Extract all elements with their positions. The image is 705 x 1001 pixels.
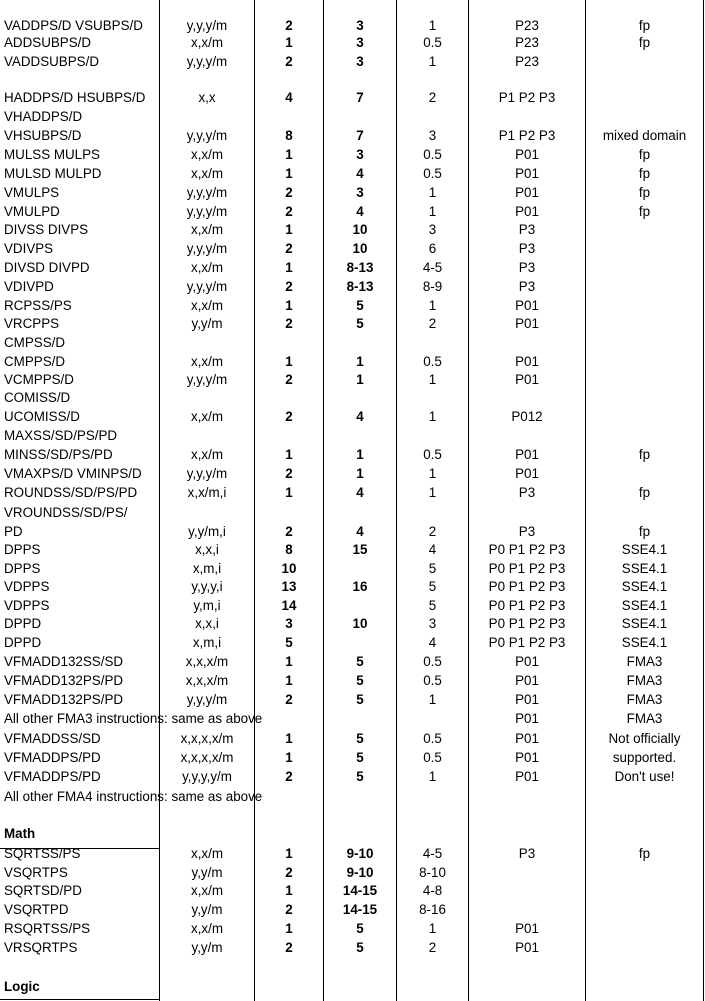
instruction-name: VMULPD bbox=[4, 204, 60, 219]
port-cell: P01 bbox=[515, 769, 539, 784]
uops-cell: 2 bbox=[285, 409, 293, 424]
rt-cell: 1 bbox=[428, 54, 437, 69]
rt-cell: 0.5 bbox=[423, 750, 442, 765]
port-cell: P0 P1 P2 P3 bbox=[488, 635, 566, 650]
rt-cell: 8-9 bbox=[422, 279, 443, 294]
note-cell: SSE4.1 bbox=[621, 635, 668, 650]
lat-cell: 8-13 bbox=[346, 260, 374, 275]
rt-cell: 8-16 bbox=[419, 902, 446, 917]
instruction-name: VFMADD132PS/PD bbox=[4, 692, 124, 707]
ops-cell: y,y,y/m bbox=[186, 372, 228, 387]
instruction-name: DPPS bbox=[4, 542, 41, 557]
lat-cell: 15 bbox=[352, 542, 368, 557]
port-cell: P01 bbox=[515, 731, 539, 746]
uops-cell: 8 bbox=[285, 542, 293, 557]
lat-cell: 5 bbox=[356, 692, 364, 707]
rt-cell: 1 bbox=[428, 204, 437, 219]
section-underline bbox=[0, 999, 160, 1000]
lat-cell: 5 bbox=[356, 750, 364, 765]
rt-cell: 5 bbox=[428, 598, 437, 613]
rt-cell: 0.5 bbox=[423, 35, 442, 50]
column-divider bbox=[703, 0, 704, 1001]
uops-cell: 14 bbox=[281, 598, 297, 613]
rt-cell: 3 bbox=[428, 222, 437, 237]
rt-cell: 2 bbox=[428, 940, 437, 955]
note-cell: supported. bbox=[612, 750, 677, 765]
lat-cell: 3 bbox=[356, 185, 364, 200]
instruction-name: DPPD bbox=[4, 635, 42, 650]
ops-cell: x,x/m bbox=[191, 166, 223, 181]
port-cell: P1 P2 P3 bbox=[498, 128, 556, 143]
lat-cell: 4 bbox=[356, 485, 364, 500]
instruction-name: MULSS MULPS bbox=[4, 147, 100, 162]
lat-cell: 5 bbox=[356, 316, 364, 331]
instruction-name: MULSD MULPD bbox=[4, 166, 102, 181]
lat-cell: 5 bbox=[356, 673, 364, 688]
note-cell: fp bbox=[638, 204, 651, 219]
ops-cell: x,x/m bbox=[191, 921, 223, 936]
uops-cell: 1 bbox=[285, 222, 293, 237]
instruction-name: VDPPS bbox=[4, 579, 50, 594]
rt-cell: 2 bbox=[428, 90, 437, 105]
instruction-name: MAXSS/SD/PS/PD bbox=[4, 428, 118, 443]
instruction-name: VRSQRTPS bbox=[4, 940, 78, 955]
note-cell: SSE4.1 bbox=[621, 561, 668, 576]
port-cell: P01 bbox=[515, 673, 539, 688]
note-cell: fp bbox=[638, 166, 651, 181]
uops-cell: 3 bbox=[285, 616, 293, 631]
section-heading: Logic bbox=[4, 979, 40, 994]
port-cell: P01 bbox=[515, 692, 539, 707]
instruction-name: VFMADDPS/PD bbox=[4, 769, 101, 784]
uops-cell: 1 bbox=[285, 673, 293, 688]
uops-cell: 2 bbox=[285, 466, 293, 481]
uops-cell: 1 bbox=[285, 654, 293, 669]
port-cell: P0 P1 P2 P3 bbox=[488, 579, 566, 594]
table-span-note: All other FMA4 instructions: same as above bbox=[4, 789, 263, 804]
table-span-note: All other FMA3 instructions: same as above bbox=[4, 711, 263, 726]
lat-cell: 14-15 bbox=[342, 883, 378, 898]
uops-cell: 2 bbox=[285, 769, 293, 784]
port-cell: P01 bbox=[515, 750, 539, 765]
ops-cell: y,y,y/m bbox=[186, 466, 228, 481]
uops-cell: 1 bbox=[285, 354, 293, 369]
lat-cell: 5 bbox=[356, 731, 364, 746]
lat-cell: 16 bbox=[352, 579, 368, 594]
lat-cell: 1 bbox=[356, 354, 364, 369]
ops-cell: y,y,y/m bbox=[186, 692, 228, 707]
uops-cell: 1 bbox=[285, 447, 293, 462]
lat-cell: 1 bbox=[356, 466, 364, 481]
port-cell: P3 bbox=[518, 222, 536, 237]
rt-cell: 4 bbox=[428, 635, 437, 650]
lat-cell: 5 bbox=[356, 769, 364, 784]
rt-cell: 1 bbox=[428, 18, 437, 33]
lat-cell: 9-10 bbox=[346, 865, 374, 880]
port-cell: P3 bbox=[518, 485, 536, 500]
lat-cell: 7 bbox=[356, 128, 364, 143]
instruction-name: VDIVPD bbox=[4, 279, 54, 294]
ops-cell: x,x/m bbox=[191, 147, 223, 162]
uops-cell: 2 bbox=[285, 372, 293, 387]
instruction-name: DPPD bbox=[4, 616, 42, 631]
uops-cell: 2 bbox=[285, 524, 293, 539]
port-cell: P23 bbox=[515, 18, 539, 33]
ops-cell: x,x/m bbox=[191, 883, 223, 898]
rt-cell: 5 bbox=[428, 561, 437, 576]
rt-cell: 1 bbox=[428, 485, 437, 500]
ops-cell: y,y,y/m bbox=[186, 18, 228, 33]
rt-cell: 2 bbox=[428, 524, 437, 539]
uops-cell: 1 bbox=[285, 883, 293, 898]
uops-cell: 2 bbox=[285, 241, 293, 256]
uops-cell: 1 bbox=[285, 147, 293, 162]
rt-cell: 1 bbox=[428, 692, 437, 707]
lat-cell: 9-10 bbox=[346, 846, 374, 861]
port-cell: P01 bbox=[515, 147, 539, 162]
ops-cell: x,x bbox=[198, 90, 216, 105]
ops-cell: x,m,i bbox=[192, 561, 222, 576]
ops-cell: x,x/m bbox=[191, 447, 223, 462]
rt-cell: 1 bbox=[428, 769, 437, 784]
instruction-name: MINSS/SD/PS/PD bbox=[4, 447, 113, 462]
lat-cell: 8-13 bbox=[346, 279, 374, 294]
ops-cell: y,m,i bbox=[193, 598, 221, 613]
lat-cell: 3 bbox=[356, 18, 364, 33]
instruction-name: VSQRTPD bbox=[4, 902, 69, 917]
lat-cell: 4 bbox=[356, 409, 364, 424]
instruction-name: PD bbox=[4, 524, 23, 539]
lat-cell: 4 bbox=[356, 524, 364, 539]
rt-cell: 5 bbox=[428, 579, 437, 594]
rt-cell: 3 bbox=[428, 616, 437, 631]
note-cell: FMA3 bbox=[626, 711, 663, 726]
note-cell: SSE4.1 bbox=[621, 579, 668, 594]
port-cell: P01 bbox=[515, 354, 539, 369]
instruction-name: ROUNDSS/SD/PS/PD bbox=[4, 485, 138, 500]
port-cell: P3 bbox=[518, 260, 536, 275]
port-cell: P01 bbox=[515, 654, 539, 669]
uops-cell: 1 bbox=[285, 298, 293, 313]
uops-cell: 8 bbox=[285, 128, 293, 143]
section-heading: Math bbox=[4, 826, 36, 841]
uops-cell: 2 bbox=[285, 18, 293, 33]
rt-cell: 1 bbox=[428, 409, 437, 424]
rt-cell: 1 bbox=[428, 466, 437, 481]
port-cell: P0 P1 P2 P3 bbox=[488, 561, 566, 576]
lat-cell: 5 bbox=[356, 940, 364, 955]
port-cell: P3 bbox=[518, 846, 536, 861]
instruction-name: RCPSS/PS bbox=[4, 298, 72, 313]
ops-cell: x,x/m bbox=[191, 298, 223, 313]
uops-cell: 2 bbox=[285, 865, 293, 880]
lat-cell: 3 bbox=[356, 147, 364, 162]
port-cell: P23 bbox=[515, 35, 539, 50]
instruction-name: VMULPS bbox=[4, 185, 60, 200]
uops-cell: 2 bbox=[285, 902, 293, 917]
instruction-name: VFMADD132PS/PD bbox=[4, 673, 124, 688]
uops-cell: 1 bbox=[285, 750, 293, 765]
note-cell: SSE4.1 bbox=[621, 542, 668, 557]
port-cell: P01 bbox=[515, 447, 539, 462]
lat-cell: 5 bbox=[356, 298, 364, 313]
note-cell: mixed domain bbox=[602, 128, 687, 143]
uops-cell: 1 bbox=[285, 35, 293, 50]
note-cell: SSE4.1 bbox=[621, 616, 668, 631]
note-cell: Don't use! bbox=[614, 769, 675, 784]
rt-cell: 0.5 bbox=[423, 673, 442, 688]
ops-cell: x,m,i bbox=[192, 635, 222, 650]
uops-cell: 5 bbox=[285, 635, 293, 650]
lat-cell: 1 bbox=[356, 447, 364, 462]
uops-cell: 2 bbox=[285, 316, 293, 331]
rt-cell: 0.5 bbox=[423, 654, 442, 669]
uops-cell: 1 bbox=[285, 921, 293, 936]
instruction-name: DPPS bbox=[4, 561, 41, 576]
lat-cell: 3 bbox=[356, 35, 364, 50]
instruction-name: VADDPS/D VSUBPS/D bbox=[4, 18, 143, 33]
port-cell: P01 bbox=[515, 711, 539, 726]
instruction-name: SQRTSD/PD bbox=[4, 883, 82, 898]
instruction-name: HADDPS/D HSUBPS/D bbox=[4, 90, 146, 105]
note-cell: fp bbox=[638, 485, 651, 500]
instruction-name: DIVSD DIVPD bbox=[4, 260, 90, 275]
ops-cell: y,y,y/m bbox=[186, 185, 228, 200]
rt-cell: 0.5 bbox=[423, 731, 442, 746]
ops-cell: x,x,x,x/m bbox=[180, 750, 234, 765]
ops-cell: y,y/m,i bbox=[188, 524, 226, 539]
ops-cell: x,x/m bbox=[191, 222, 223, 237]
ops-cell: x,x/m bbox=[191, 846, 223, 861]
uops-cell: 4 bbox=[285, 90, 293, 105]
ops-cell: y,y,y,i bbox=[191, 579, 223, 594]
rt-cell: 0.5 bbox=[423, 147, 442, 162]
uops-cell: 2 bbox=[285, 185, 293, 200]
uops-cell: 2 bbox=[285, 204, 293, 219]
instruction-name: VFMADDPS/PD bbox=[4, 750, 101, 765]
port-cell: P012 bbox=[511, 409, 543, 424]
instruction-name: VHADDPS/D bbox=[4, 109, 83, 124]
port-cell: P01 bbox=[515, 372, 539, 387]
ops-cell: x,x/m,i bbox=[187, 485, 227, 500]
ops-cell: y,y,y,y/m bbox=[182, 769, 232, 784]
lat-cell: 4 bbox=[356, 166, 364, 181]
port-cell: P1 P2 P3 bbox=[498, 90, 556, 105]
port-cell: P01 bbox=[515, 298, 539, 313]
instruction-name: VDPPS bbox=[4, 598, 50, 613]
port-cell: P01 bbox=[515, 316, 539, 331]
port-cell: P01 bbox=[515, 166, 539, 181]
note-cell: FMA3 bbox=[626, 692, 663, 707]
rt-cell: 1 bbox=[428, 921, 437, 936]
port-cell: P3 bbox=[518, 279, 536, 294]
rt-cell: 1 bbox=[428, 372, 437, 387]
port-cell: P3 bbox=[518, 241, 536, 256]
instruction-name: VRCPPS bbox=[4, 316, 60, 331]
instruction-name: SQRTSS/PS bbox=[4, 846, 81, 861]
port-cell: P0 P1 P2 P3 bbox=[488, 542, 566, 557]
uops-cell: 13 bbox=[281, 579, 297, 594]
ops-cell: y,y,y/m bbox=[186, 241, 228, 256]
instruction-name: CMPPS/D bbox=[4, 354, 66, 369]
instruction-name: VSQRTPS bbox=[4, 865, 68, 880]
uops-cell: 1 bbox=[285, 485, 293, 500]
lat-cell: 10 bbox=[352, 616, 368, 631]
lat-cell: 5 bbox=[356, 654, 364, 669]
instruction-name: UCOMISS/D bbox=[4, 409, 80, 424]
instruction-name: ADDSUBPS/D bbox=[4, 35, 92, 50]
instruction-name: VFMADDSS/SD bbox=[4, 731, 101, 746]
rt-cell: 1 bbox=[428, 185, 437, 200]
instruction-name: VCMPPS/D bbox=[4, 372, 74, 387]
ops-cell: x,x,x,x/m bbox=[180, 731, 234, 746]
ops-cell: y,y,y/m bbox=[186, 54, 228, 69]
uops-cell: 1 bbox=[285, 166, 293, 181]
note-cell: fp bbox=[638, 147, 651, 162]
uops-cell: 2 bbox=[285, 940, 293, 955]
ops-cell: x,x/m bbox=[191, 260, 223, 275]
note-cell: Not officially bbox=[608, 731, 681, 746]
note-cell: fp bbox=[638, 35, 651, 50]
lat-cell: 10 bbox=[352, 241, 368, 256]
instruction-name: CMPSS/D bbox=[4, 335, 66, 350]
ops-cell: y,y/m bbox=[191, 902, 223, 917]
ops-cell: x,x,i bbox=[195, 542, 219, 557]
ops-cell: y,y,y/m bbox=[186, 204, 228, 219]
instruction-name: VFMADD132SS/SD bbox=[4, 654, 124, 669]
rt-cell: 1 bbox=[428, 298, 437, 313]
port-cell: P01 bbox=[515, 466, 539, 481]
rt-cell: 0.5 bbox=[423, 447, 442, 462]
note-cell: fp bbox=[638, 185, 651, 200]
port-cell: P23 bbox=[515, 54, 539, 69]
ops-cell: y,y,y/m bbox=[186, 128, 228, 143]
uops-cell: 2 bbox=[285, 54, 293, 69]
ops-cell: x,x/m bbox=[191, 354, 223, 369]
note-cell: FMA3 bbox=[626, 654, 663, 669]
ops-cell: y,y/m bbox=[191, 865, 223, 880]
port-cell: P0 P1 P2 P3 bbox=[488, 616, 566, 631]
uops-cell: 1 bbox=[285, 260, 293, 275]
note-cell: FMA3 bbox=[626, 673, 663, 688]
port-cell: P01 bbox=[515, 940, 539, 955]
port-cell: P01 bbox=[515, 204, 539, 219]
lat-cell: 4 bbox=[356, 204, 364, 219]
rt-cell: 6 bbox=[428, 241, 437, 256]
instruction-name: VDIVPS bbox=[4, 241, 54, 256]
ops-cell: x,x/m bbox=[191, 409, 223, 424]
instruction-name: DIVSS DIVPS bbox=[4, 222, 89, 237]
rt-cell: 2 bbox=[428, 316, 437, 331]
rt-cell: 4-5 bbox=[422, 260, 443, 275]
rt-cell: 3 bbox=[428, 128, 437, 143]
lat-cell: 14-15 bbox=[342, 902, 378, 917]
lat-cell: 5 bbox=[356, 921, 364, 936]
ops-cell: y,y/m bbox=[191, 940, 223, 955]
rt-cell: 0.5 bbox=[423, 354, 442, 369]
instruction-name: COMISS/D bbox=[4, 390, 71, 405]
note-cell: fp bbox=[638, 447, 651, 462]
ops-cell: x,x,x/m bbox=[185, 673, 229, 688]
lat-cell: 1 bbox=[356, 372, 364, 387]
uops-cell: 1 bbox=[285, 846, 293, 861]
note-cell: fp bbox=[638, 846, 651, 861]
ops-cell: x,x,x/m bbox=[185, 654, 229, 669]
ops-cell: x,x/m bbox=[191, 35, 223, 50]
note-cell: fp bbox=[638, 524, 651, 539]
note-cell: SSE4.1 bbox=[621, 598, 668, 613]
rt-cell: 0.5 bbox=[423, 166, 442, 181]
uops-cell: 1 bbox=[285, 731, 293, 746]
ops-cell: x,x,i bbox=[195, 616, 219, 631]
port-cell: P3 bbox=[518, 524, 536, 539]
instruction-name: RSQRTSS/PS bbox=[4, 921, 91, 936]
uops-cell: 10 bbox=[281, 561, 297, 576]
port-cell: P0 P1 P2 P3 bbox=[488, 598, 566, 613]
rt-cell: 8-10 bbox=[419, 865, 446, 880]
instruction-name: VMAXPS/D VMINPS/D bbox=[4, 466, 142, 481]
instruction-name: VHSUBPS/D bbox=[4, 128, 82, 143]
port-cell: P01 bbox=[515, 185, 539, 200]
instruction-name: VADDSUBPS/D bbox=[4, 54, 99, 69]
note-cell: fp bbox=[638, 18, 651, 33]
rt-cell: 4-8 bbox=[422, 883, 443, 898]
uops-cell: 2 bbox=[285, 692, 293, 707]
lat-cell: 10 bbox=[352, 222, 368, 237]
lat-cell: 7 bbox=[356, 90, 364, 105]
rt-cell: 4 bbox=[428, 542, 437, 557]
ops-cell: y,y/m bbox=[191, 316, 223, 331]
rt-cell: 4-5 bbox=[422, 846, 443, 861]
port-cell: P01 bbox=[515, 921, 539, 936]
ops-cell: y,y,y/m bbox=[186, 279, 228, 294]
instruction-name: VROUNDSS/SD/PS/ bbox=[4, 505, 128, 520]
uops-cell: 2 bbox=[285, 279, 293, 294]
lat-cell: 3 bbox=[356, 54, 364, 69]
